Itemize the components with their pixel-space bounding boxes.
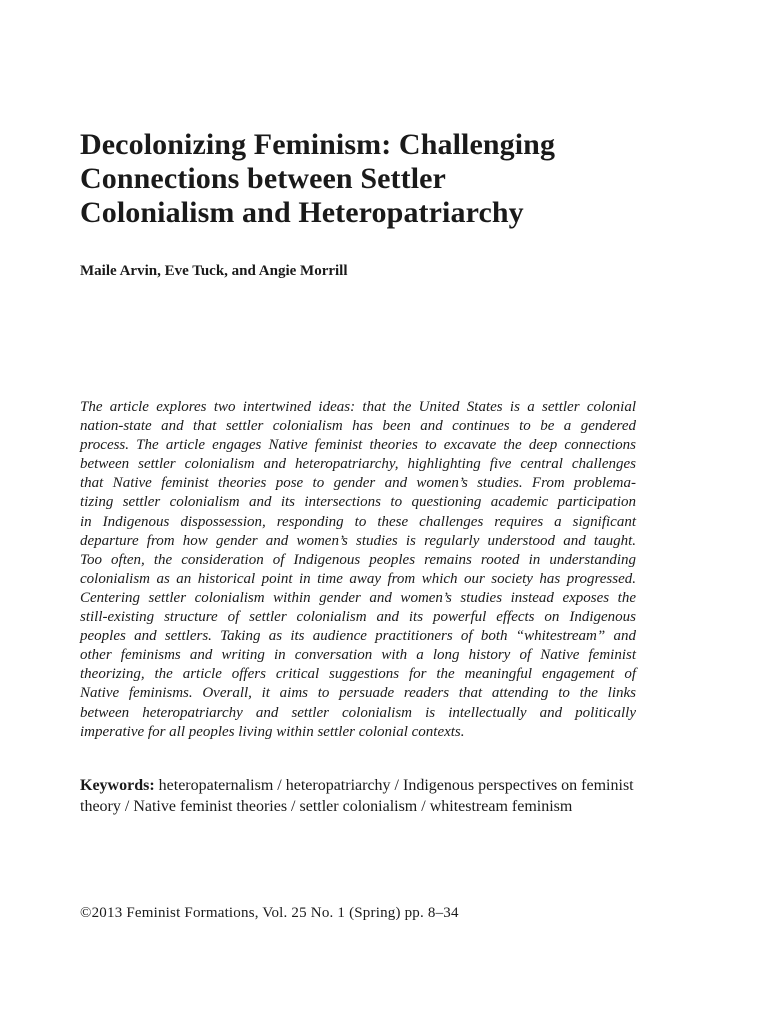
abstract-line: between settler colonialism and heteropatriarchy, highlighting five central challenges bbox=[80, 456, 636, 473]
abstract-line: imperative for all peoples living within settler colonial contexts. bbox=[80, 723, 465, 740]
copyright-line: ©2013 Feminist Formations, Vol. 25 No. 1 (Spring) pp. 8–34 bbox=[80, 905, 459, 921]
abstract-line: departure from how gender and women’s studies is regularly understood and taught. bbox=[80, 532, 636, 549]
article-title-line: Colonialism and Heteropatriarchy bbox=[80, 196, 524, 229]
abstract-line: colonialism as an historical point in time away from which our society has progressed. bbox=[80, 570, 636, 587]
abstract-line: Too often, the consideration of Indigenous peoples remains rooted in understanding bbox=[80, 551, 636, 568]
abstract-line: that Native feminist theories pose to gender and women’s studies. From problema- bbox=[80, 475, 636, 492]
abstract-line: process. The article engages Native feminist theories to excavate the deep connections bbox=[80, 437, 636, 454]
article-title-line: Decolonizing Feminism: Challenging bbox=[80, 128, 556, 161]
abstract-line: The article explores two intertwined ideas: that the United States is a settler colonial bbox=[80, 399, 636, 415]
abstract-line: Centering settler colonialism within gender and women’s studies instead exposes the bbox=[80, 589, 636, 606]
abstract-line: between heteropatriarchy and settler colonialism is intellectually and politically bbox=[80, 704, 636, 721]
keywords-text: heteropaternalism / heteropatriarchy / Indigenous perspectives on feminist theory / Native feminist theories / settler colonialism / whitestream feminism bbox=[80, 777, 634, 815]
article-authors: Maile Arvin, Eve Tuck, and Angie Morrill bbox=[80, 263, 348, 279]
article-header bbox=[80, 128, 636, 280]
abstract-line: still-existing structure of settler colonialism and its powerful effects on Indigenous bbox=[80, 609, 636, 626]
abstract-line: nation-state and that settler colonialism has been and continues to be a gendered bbox=[80, 418, 636, 435]
article-keywords bbox=[80, 776, 636, 817]
abstract-line: theorizing, the article offers critical suggestions for the meaningful engagement of bbox=[80, 666, 636, 683]
article-abstract bbox=[80, 398, 636, 742]
abstract-line: Native feminisms. Overall, it aims to persuade readers that attending to the links bbox=[80, 685, 636, 702]
abstract-line: peoples and settlers. Taking as its audience practitioners of both “whitestream” and bbox=[80, 628, 636, 645]
article-title bbox=[80, 128, 620, 230]
keywords-label: Keywords: bbox=[80, 777, 155, 794]
abstract-line: other feminisms and writing in conversation with a long history of Native feminist bbox=[80, 647, 636, 664]
abstract-line: in Indigenous dispossession, responding to these challenges requires a significant bbox=[80, 513, 636, 530]
abstract-line: tizing settler colonialism and its intersections to questioning academic participation bbox=[80, 494, 636, 511]
article-title-line: Connections between Settler bbox=[80, 162, 446, 195]
